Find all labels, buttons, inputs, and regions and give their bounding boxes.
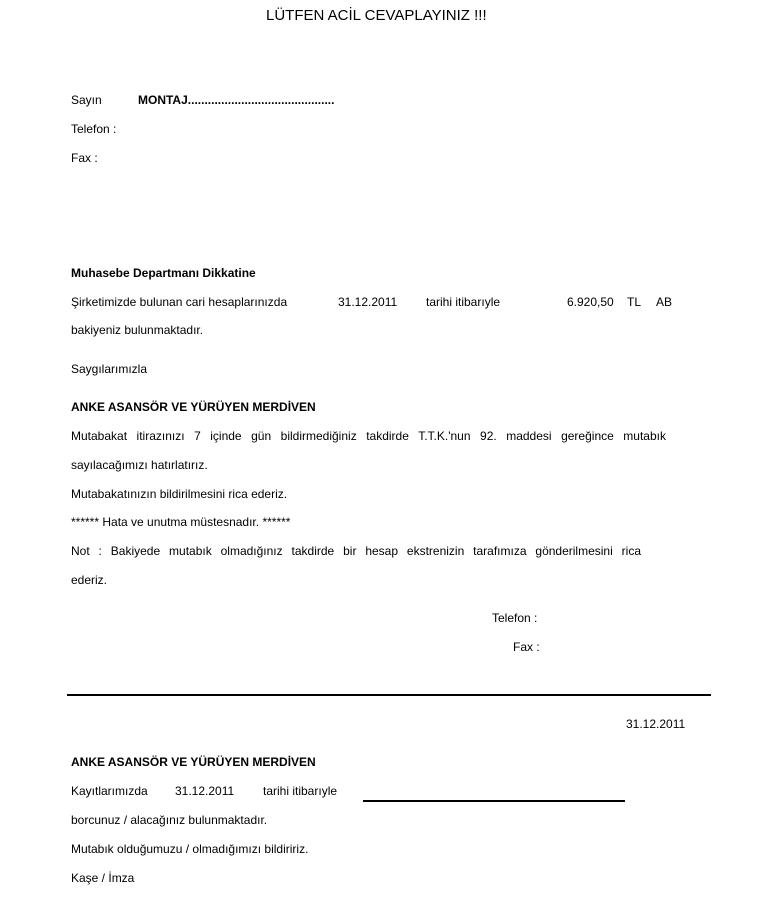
reply-company-name: ANKE ASANSÖR VE YÜRÜYEN MERDİVEN [71,755,316,769]
balance-as-of: tarihi itibarıyle [426,295,501,309]
company-name: ANKE ASANSÖR VE YÜRÜYEN MERDİVEN [71,400,316,414]
amount-fill-in-line [363,800,625,802]
reply-agreement: Mutabık olduğumuzu / olmadığımızı bildiririz. [71,842,309,856]
objection-line-1: Mutabakat itirazınızı 7 içinde gün bildirmediğiniz takdirde T.T.K.'nun 92. maddesi gereğince mutabık [71,429,666,443]
salutation: Sayın [71,93,102,107]
section-divider [67,694,711,696]
objection-line-2: sayılacağımızı hatırlatırız. [71,458,208,472]
reply-date: 31.12.2011 [626,717,686,731]
balance-type: AB [656,295,673,309]
sender-phone-label: Telefon : [492,611,538,625]
balance-currency: TL [627,295,642,309]
sender-fax-label: Fax : [513,640,540,654]
balance-date: 31.12.2011 [338,295,398,309]
reply-as-of: tarihi itibarıyle [263,784,338,798]
recipient-phone-label: Telefon : [71,122,117,136]
document-title: LÜTFEN ACİL CEVAPLAYINIZ !!! [266,7,487,24]
stamp-signature-label: Kaşe / İmza [71,871,135,885]
note-line-2: ederiz. [71,573,108,587]
reply-records-label: Kayıtlarımızda [71,784,148,798]
attention-line: Muhasebe Departmanı Dikkatine [71,266,256,280]
reconciliation-request: Mutabakatınızın bildirilmesini rica ederiz. [71,487,288,501]
balance-end: bakiyeniz bulunmaktadır. [71,323,204,337]
balance-amount: 6.920,50 [567,295,614,309]
reply-debt-credit: borcunuz / alacağınız bulunmaktadır. [71,813,268,827]
recipient-fax-label: Fax : [71,151,98,165]
recipient-name: MONTAJ............................................ [138,93,335,107]
balance-intro: Şirketimizde bulunan cari hesaplarınızda [71,295,288,309]
reply-records-date: 31.12.2011 [175,784,235,798]
regards: Saygılarımızla [71,362,148,376]
note-line-1: Not : Bakiyede mutabık olmadığınız takdirde bir hesap ekstrenizin tarafımıza gönderilmesini rica [71,544,641,558]
errors-omissions-note: ****** Hata ve unutma müstesnadır. ****** [71,515,291,529]
